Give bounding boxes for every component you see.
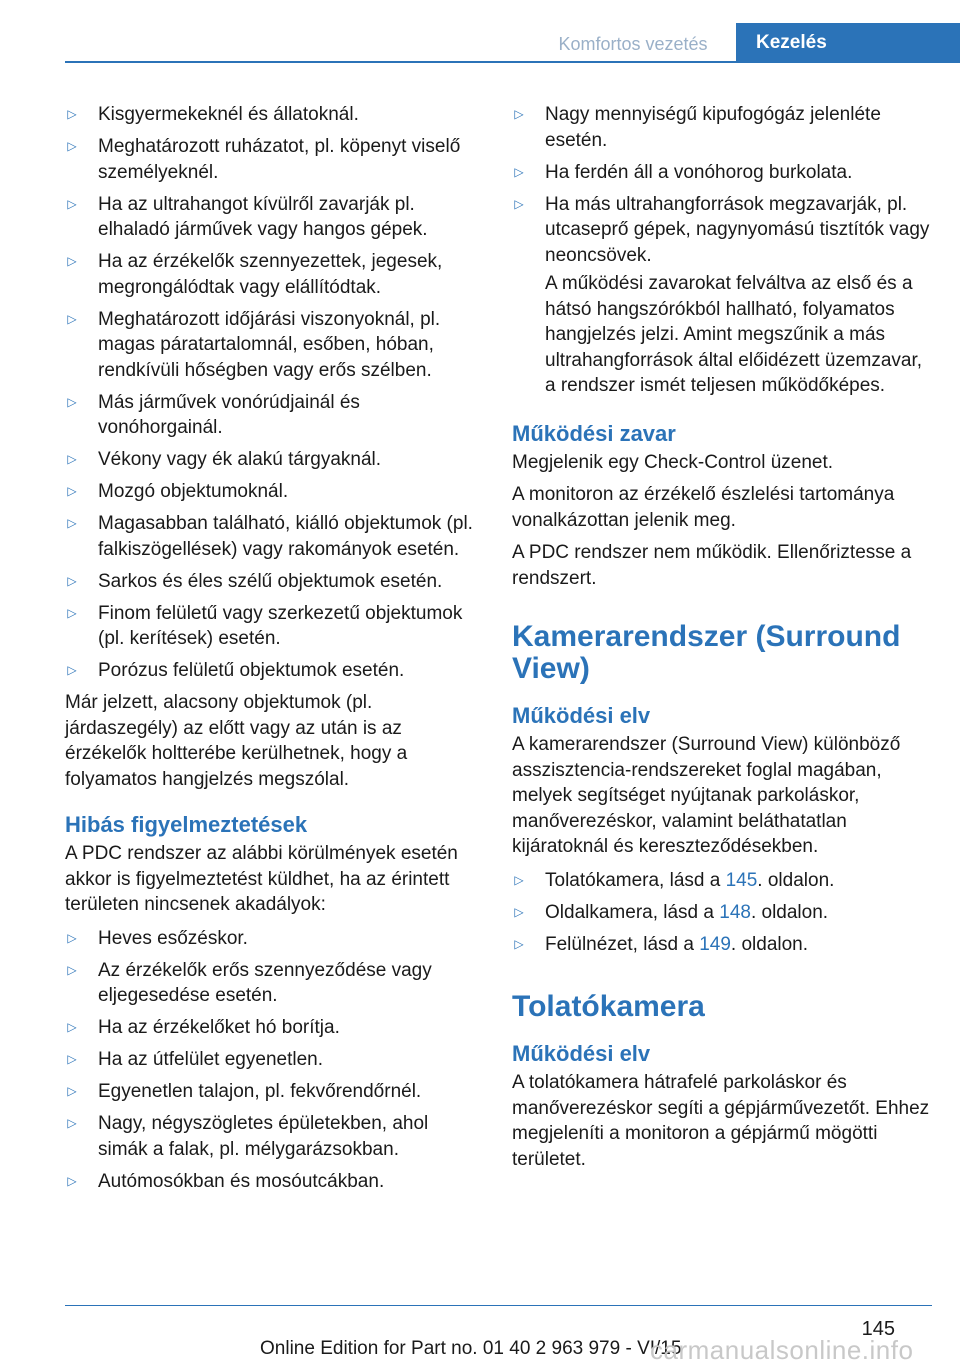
camera-links-list [512, 868, 932, 958]
triangle-bullet-icon: ▷ [67, 1173, 77, 1188]
blind-spot-paragraph: Már jelzett, alacsony objektumok (pl. járdaszegély) az előtt vagy az után is az érzékelők holtterébe kerülhetnek, hogy a folyamatos hangjelzés megszólal. [65, 692, 408, 790]
triangle-bullet-icon: ▷ [514, 904, 524, 919]
false-warnings-heading: Hibás figyelmeztetések [65, 812, 308, 837]
list-item: ▷ Meghatározott ruházatot, pl. köpenyt viselő személyeknél. [65, 134, 480, 185]
surround-view-subheading: Működési elv [512, 703, 651, 728]
triangle-bullet-icon: ▷ [67, 1116, 77, 1130]
footer-rule [65, 1305, 932, 1306]
malfunction-heading: Működési zavar [512, 420, 676, 446]
triangle-bullet-icon: ▷ [67, 254, 77, 268]
list-item: ▷ Finom felületű vagy szerkezetű objektumok (pl. kerítések) esetén. [65, 601, 480, 652]
list-item: ▷ Más járművek vonórúdjainál és vonóhorgainál. [65, 390, 480, 441]
list-item: ▷ Porózus felületű objektumok esetén. [65, 658, 480, 684]
page-number: 145 [861, 1318, 895, 1340]
page-link-148[interactable]: 148 [719, 901, 751, 923]
triangle-bullet-icon: ▷ [67, 394, 77, 409]
triangle-bullet-icon: ▷ [67, 1052, 77, 1066]
page-link-149[interactable]: 149 [699, 933, 731, 955]
list-item: ▷ Ha az ultrahangot kívülről zavarják pl. elhaladó járművek vagy hangos gépek. [65, 192, 480, 243]
false-warnings-intro: A PDC rendszer az alábbi körülmények esetén akkor is figyelmeztetést küldhet, ha az érintett területen nincsenek akadályok: [65, 843, 458, 915]
triangle-bullet-icon: ▷ [67, 196, 77, 211]
list-item: ▷ Ha ferdén áll a vonóhorog burkolata. [512, 160, 932, 186]
list-item: ▷ Tolatókamera, lásd a 145. oldalon. [512, 868, 932, 894]
list-item: ▷ Nagy mennyiségű kipufogógáz jelenléte esetén. [512, 102, 932, 153]
triangle-bullet-icon: ▷ [67, 484, 77, 498]
list-item: ▷ Autómosókban és mosóutcákban. [65, 1169, 480, 1195]
list-item: ▷ Meghatározott időjárási viszonyoknál, pl. magas páratartalomnál, esőben, hóban, rendkívüli hőségben vagy erős szélben. [65, 307, 480, 384]
list-item: ▷ Ha más ultrahangforrások megzavarják, pl. utcaseprő gépek, nagynyomású tisztítók vagy neoncsövek. [512, 192, 932, 269]
watermark: carmanualsonline.info [650, 1335, 914, 1365]
header-section-title: Komfortos vezetés [558, 34, 708, 54]
list-item: ▷ Egyenetlen talajon, pl. fekvőrendőrnél. [65, 1079, 480, 1105]
triangle-bullet-icon: ▷ [67, 1020, 77, 1034]
list-item: ▷ Oldalkamera, lásd a 148. oldalon. [512, 900, 932, 926]
list-item: ▷ Ha az útfelület egyenetlen. [65, 1047, 480, 1073]
triangle-bullet-icon: ▷ [514, 872, 524, 887]
triangle-bullet-icon: ▷ [67, 930, 77, 945]
triangle-bullet-icon: ▷ [67, 107, 77, 121]
triangle-bullet-icon: ▷ [67, 452, 77, 466]
rear-camera-subheading: Működési elv [512, 1041, 651, 1066]
triangle-bullet-icon: ▷ [67, 311, 77, 326]
triangle-bullet-icon: ▷ [514, 196, 524, 211]
surround-view-text: A kamerarendszer (Surround View) különböző asszisztencia-rendszereket foglal magában, melyek segítséget nyújtanak parkoláskor, manőverezéskor, valamint beláthatatlan kijáratoknál és kereszteződésekben. [512, 734, 901, 857]
list-item: ▷ Felülnézet, lásd a 149. oldalon. [512, 932, 932, 958]
rear-camera-heading: Tolatókamera [512, 990, 705, 1023]
page-link-145[interactable]: 145 [725, 869, 758, 891]
triangle-bullet-icon: ▷ [67, 1084, 77, 1098]
rear-camera-text: A tolatókamera hátrafelé parkoláskor és manőverezéskor segíti a gépjárművezetőt. Ehhez megjeleníti a monitoron a gépjármű mögötti területet. [512, 1072, 930, 1170]
list-item: ▷ Ha az érzékelőket hó borítja. [65, 1015, 480, 1041]
triangle-bullet-icon: ▷ [514, 164, 524, 179]
edition-note: Online Edition for Part no. 01 40 2 963 979 - VI/15 [260, 1338, 682, 1359]
list-item: ▷ Magasabban található, kiálló objektumok (pl. falkiszögellések) vagy rakományok esetén. [65, 511, 480, 562]
malfunction-text-1: Megjelenik egy Check-Control üzenet. [512, 451, 834, 473]
triangle-bullet-icon: ▷ [67, 663, 77, 677]
header-chapter-tab: Kezelés [736, 23, 960, 63]
interference-list [512, 102, 932, 268]
list-item: ▷ Mozgó objektumoknál. [65, 479, 480, 505]
triangle-bullet-icon: ▷ [67, 139, 77, 153]
false-warnings-list [65, 926, 480, 1195]
list-item: ▷ Vékony vagy ék alakú tárgyaknál. [65, 447, 480, 473]
malfunction-text-2: A monitoron az érzékelő észlelési tartománya vonalkázottan jelenik meg. [512, 484, 895, 531]
triangle-bullet-icon: ▷ [67, 573, 77, 588]
right-column [512, 102, 932, 1179]
left-column [65, 102, 480, 1201]
list-item: ▷ Heves esőzéskor. [65, 926, 480, 952]
list-item: ▷ Sarkos és éles szélű objektumok esetén. [65, 569, 480, 595]
list-item: ▷ Az érzékelők erős szennyeződése vagy eljegesedése esetén. [65, 958, 480, 1009]
triangle-bullet-icon: ▷ [67, 962, 77, 977]
malfunction-text-3: A PDC rendszer nem működik. Ellenőriztesse a rendszert. [512, 542, 912, 589]
list-item: ▷ Nagy, négyszögletes épületekben, ahol simák a falak, pl. mélygarázsokban. [65, 1111, 480, 1162]
list-item: ▷ Kisgyermekeknél és állatoknál. [65, 102, 480, 128]
triangle-bullet-icon: ▷ [514, 107, 524, 121]
surround-view-heading: Kamerarendszer (Surround View) [512, 620, 901, 685]
triangle-bullet-icon: ▷ [514, 936, 524, 951]
interference-note: A működési zavarokat felváltva az első és a hátsó hangszórókból hallható, folyamatos hangjelzés jelzi. Amint megszűnik a más ultrahangforrások által előidézett üzemzavar, a rendszer ismét teljesen működőképes. [545, 273, 923, 396]
triangle-bullet-icon: ▷ [67, 605, 77, 620]
list-item: ▷ Ha az érzékelők szennyezettek, jegesek, megrongálódtak vagy elállítódtak. [65, 249, 480, 300]
limits-list [65, 102, 480, 684]
triangle-bullet-icon: ▷ [67, 516, 77, 530]
